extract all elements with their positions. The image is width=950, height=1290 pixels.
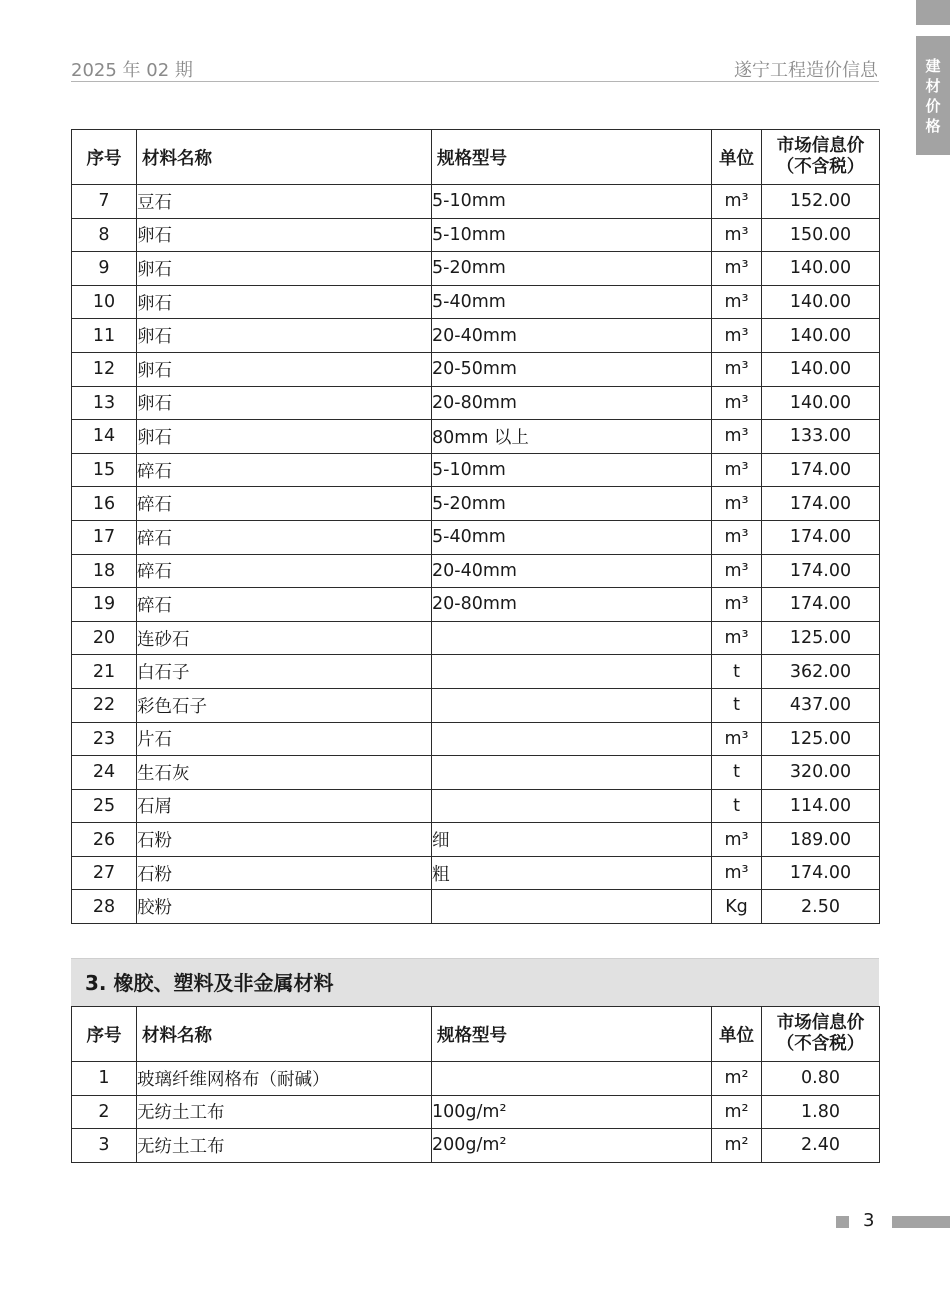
cell-spec: 5-20mm — [432, 487, 712, 521]
cell-material-name: 白石子 — [137, 655, 432, 689]
cell-spec — [432, 722, 712, 756]
cell-unit: m³ — [712, 823, 762, 857]
section-3-title: 3. 橡胶、塑料及非金属材料 — [85, 971, 334, 995]
cell-material-name: 碎石 — [137, 554, 432, 588]
cell-spec: 100g/m² — [432, 1095, 712, 1129]
cell-no: 3 — [72, 1129, 137, 1163]
cell-price: 133.00 — [762, 420, 880, 454]
cell-spec: 5-40mm — [432, 285, 712, 319]
cell-material-name: 石粉 — [137, 823, 432, 857]
cell-material-name: 碎石 — [137, 453, 432, 487]
cell-no: 12 — [72, 352, 137, 386]
cell-price: 174.00 — [762, 453, 880, 487]
col-header-no: 序号 — [72, 130, 137, 185]
col-header-unit: 单位 — [712, 1007, 762, 1062]
cell-spec — [432, 1062, 712, 1096]
cell-no: 10 — [72, 285, 137, 319]
cell-material-name: 片石 — [137, 722, 432, 756]
cell-material-name: 卵石 — [137, 352, 432, 386]
cell-no: 7 — [72, 185, 137, 219]
table-row — [72, 352, 880, 386]
cell-price: 437.00 — [762, 688, 880, 722]
cell-no: 18 — [72, 554, 137, 588]
cell-price: 125.00 — [762, 722, 880, 756]
cell-material-name: 生石灰 — [137, 756, 432, 790]
cell-no: 16 — [72, 487, 137, 521]
cell-unit: m³ — [712, 185, 762, 219]
cell-unit: m³ — [712, 218, 762, 252]
cell-price: 150.00 — [762, 218, 880, 252]
table-row — [72, 789, 880, 823]
cell-material-name: 连砂石 — [137, 621, 432, 655]
cell-spec: 20-50mm — [432, 352, 712, 386]
price-table-nonmetal — [71, 1006, 880, 1163]
cell-spec: 细 — [432, 823, 712, 857]
cell-unit: m³ — [712, 588, 762, 622]
cell-material-name: 卵石 — [137, 285, 432, 319]
cell-no: 2 — [72, 1095, 137, 1129]
table-row — [72, 453, 880, 487]
cell-spec — [432, 890, 712, 924]
cell-spec: 5-40mm — [432, 520, 712, 554]
cell-unit: m³ — [712, 621, 762, 655]
cell-no: 1 — [72, 1062, 137, 1096]
cell-spec: 5-10mm — [432, 218, 712, 252]
side-tab-text: 建材价格 — [925, 56, 941, 135]
cell-unit: m³ — [712, 319, 762, 353]
table-row — [72, 1062, 880, 1096]
cell-price: 174.00 — [762, 856, 880, 890]
col-header-price — [762, 1007, 880, 1062]
cell-no: 8 — [72, 218, 137, 252]
price-table-aggregates — [71, 129, 880, 924]
col-header-price-line1: 市场信息价 — [776, 1013, 865, 1033]
cell-material-name: 胶粉 — [137, 890, 432, 924]
cell-price: 140.00 — [762, 252, 880, 286]
table-header-row — [72, 130, 880, 185]
cell-spec: 20-80mm — [432, 588, 712, 622]
table-row — [72, 823, 880, 857]
footer-bar-decoration — [892, 1216, 950, 1228]
cell-spec: 200g/m² — [432, 1129, 712, 1163]
cell-no: 17 — [72, 520, 137, 554]
cell-material-name: 彩色石子 — [137, 688, 432, 722]
footer-square-decoration — [836, 1216, 849, 1228]
cell-no: 23 — [72, 722, 137, 756]
table-row — [72, 420, 880, 454]
cell-material-name: 豆石 — [137, 185, 432, 219]
cell-price: 320.00 — [762, 756, 880, 790]
col-header-price-line1: 市场信息价 — [776, 136, 865, 156]
cell-price: 174.00 — [762, 588, 880, 622]
table-row — [72, 319, 880, 353]
cell-material-name: 石粉 — [137, 856, 432, 890]
cell-unit: m³ — [712, 487, 762, 521]
cell-material-name: 石屑 — [137, 789, 432, 823]
issue-label: 2025 年 02 期 — [71, 60, 193, 81]
cell-material-name: 卵石 — [137, 420, 432, 454]
table-header-row — [72, 1007, 880, 1062]
cell-spec: 20-80mm — [432, 386, 712, 420]
table-row — [72, 185, 880, 219]
table-row — [72, 588, 880, 622]
publication-title: 遂宁工程造价信息 — [734, 60, 878, 81]
cell-spec — [432, 655, 712, 689]
cell-unit: m³ — [712, 520, 762, 554]
col-header-price — [762, 130, 880, 185]
cell-unit: t — [712, 756, 762, 790]
col-header-no: 序号 — [72, 1007, 137, 1062]
cell-material-name: 碎石 — [137, 588, 432, 622]
cell-no: 28 — [72, 890, 137, 924]
cell-no: 20 — [72, 621, 137, 655]
section-3-heading — [71, 958, 879, 1006]
col-header-price-line2: （不含税） — [776, 157, 865, 177]
cell-no: 14 — [72, 420, 137, 454]
cell-unit: m³ — [712, 420, 762, 454]
cell-spec: 20-40mm — [432, 319, 712, 353]
cell-price: 2.40 — [762, 1129, 880, 1163]
cell-unit: t — [712, 789, 762, 823]
cell-material-name: 卵石 — [137, 319, 432, 353]
cell-price: 189.00 — [762, 823, 880, 857]
cell-price: 0.80 — [762, 1062, 880, 1096]
cell-unit: m³ — [712, 856, 762, 890]
cell-material-name: 玻璃纤维网格布（耐碱） — [137, 1062, 432, 1096]
table-row — [72, 218, 880, 252]
cell-no: 9 — [72, 252, 137, 286]
cell-no: 26 — [72, 823, 137, 857]
cell-spec: 5-10mm — [432, 453, 712, 487]
cell-unit: t — [712, 688, 762, 722]
cell-spec — [432, 688, 712, 722]
cell-material-name: 卵石 — [137, 386, 432, 420]
cell-price: 140.00 — [762, 319, 880, 353]
cell-price: 362.00 — [762, 655, 880, 689]
table-row — [72, 621, 880, 655]
cell-spec: 粗 — [432, 856, 712, 890]
cell-unit: m³ — [712, 285, 762, 319]
cell-no: 27 — [72, 856, 137, 890]
table-row — [72, 487, 880, 521]
cell-unit: m² — [712, 1129, 762, 1163]
cell-unit: Kg — [712, 890, 762, 924]
page-number: 3 — [863, 1210, 875, 1231]
cell-material-name: 碎石 — [137, 520, 432, 554]
cell-price: 2.50 — [762, 890, 880, 924]
cell-material-name: 卵石 — [137, 218, 432, 252]
side-tab-decoration — [916, 0, 950, 25]
cell-price: 1.80 — [762, 1095, 880, 1129]
cell-no: 21 — [72, 655, 137, 689]
table-row — [72, 655, 880, 689]
cell-price: 140.00 — [762, 285, 880, 319]
cell-spec: 5-10mm — [432, 185, 712, 219]
col-header-name: 材料名称 — [137, 130, 432, 185]
cell-price: 125.00 — [762, 621, 880, 655]
col-header-name: 材料名称 — [137, 1007, 432, 1062]
cell-no: 13 — [72, 386, 137, 420]
cell-material-name: 无纺土工布 — [137, 1095, 432, 1129]
cell-unit: m² — [712, 1062, 762, 1096]
col-header-price-line2: （不含税） — [776, 1034, 865, 1054]
cell-price: 114.00 — [762, 789, 880, 823]
table-row — [72, 756, 880, 790]
cell-unit: m³ — [712, 722, 762, 756]
table-row — [72, 252, 880, 286]
cell-spec — [432, 756, 712, 790]
table-row — [72, 1095, 880, 1129]
cell-spec: 5-20mm — [432, 252, 712, 286]
cell-material-name: 碎石 — [137, 487, 432, 521]
side-tab-label — [916, 36, 950, 155]
header-rule — [71, 81, 879, 82]
cell-price: 152.00 — [762, 185, 880, 219]
table-row — [72, 722, 880, 756]
col-header-unit: 单位 — [712, 130, 762, 185]
cell-unit: t — [712, 655, 762, 689]
cell-material-name: 无纺土工布 — [137, 1129, 432, 1163]
cell-unit: m³ — [712, 554, 762, 588]
col-header-spec: 规格型号 — [432, 1007, 712, 1062]
cell-no: 11 — [72, 319, 137, 353]
cell-price: 174.00 — [762, 554, 880, 588]
table-row — [72, 554, 880, 588]
cell-price: 140.00 — [762, 352, 880, 386]
col-header-spec: 规格型号 — [432, 130, 712, 185]
table-row — [72, 1129, 880, 1163]
cell-price: 174.00 — [762, 487, 880, 521]
table-row — [72, 856, 880, 890]
cell-no: 24 — [72, 756, 137, 790]
cell-spec: 20-40mm — [432, 554, 712, 588]
cell-unit: m³ — [712, 252, 762, 286]
cell-spec — [432, 621, 712, 655]
cell-no: 15 — [72, 453, 137, 487]
cell-spec — [432, 789, 712, 823]
cell-price: 174.00 — [762, 520, 880, 554]
cell-unit: m³ — [712, 352, 762, 386]
cell-price: 140.00 — [762, 386, 880, 420]
table-row — [72, 285, 880, 319]
cell-no: 25 — [72, 789, 137, 823]
table-row — [72, 688, 880, 722]
cell-material-name: 卵石 — [137, 252, 432, 286]
cell-unit: m³ — [712, 386, 762, 420]
cell-no: 22 — [72, 688, 137, 722]
cell-no: 19 — [72, 588, 137, 622]
table-row — [72, 386, 880, 420]
cell-unit: m³ — [712, 453, 762, 487]
table-row — [72, 520, 880, 554]
cell-unit: m² — [712, 1095, 762, 1129]
cell-spec: 80mm 以上 — [432, 420, 712, 454]
table-row — [72, 890, 880, 924]
